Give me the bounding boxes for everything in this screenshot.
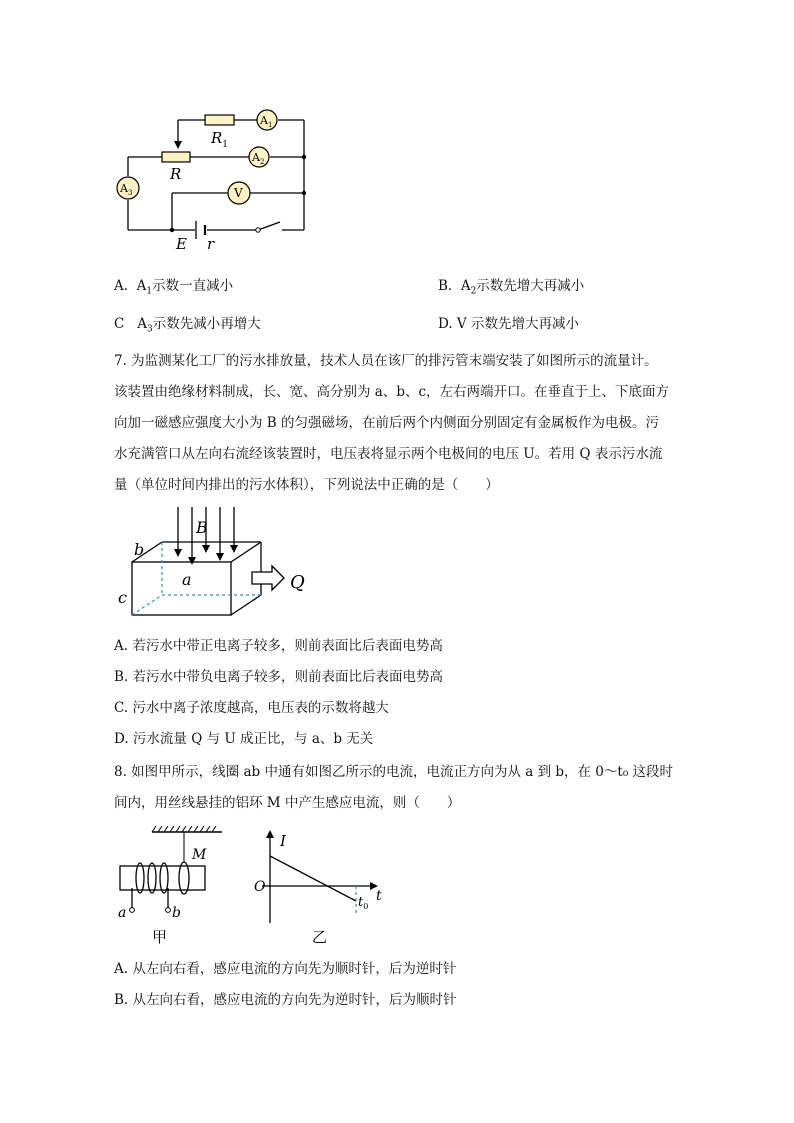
a2-label: A <box>252 151 260 164</box>
internal-r-label: r <box>207 235 215 253</box>
flow-q-label: Q <box>290 572 305 593</box>
terminal-a-label: a <box>118 905 127 921</box>
q6-option-b: B. $A_2$示数先增大再减小 <box>438 278 585 297</box>
t0-sub: 0 <box>363 902 369 911</box>
q8-stem <box>114 757 694 819</box>
q7-option-a: A. 若污水中带正电离子较多，则前表面比后表面电势高 <box>114 638 443 654</box>
q7-stem <box>114 346 694 501</box>
q7-option-c: C. 污水中离子浓度越高，电压表的示数将越大 <box>114 700 389 716</box>
r-label: R <box>170 165 182 183</box>
a1-label: A <box>260 114 268 127</box>
origin-o-label: O <box>254 879 266 895</box>
q7-line-2: 该装置由绝缘材料制成，长、宽、高分别为 a、b、c，左右两端开口。在垂直于上、下底面方 <box>114 384 670 400</box>
current-time-graph <box>250 828 390 948</box>
axis-t-label: t <box>376 888 382 904</box>
flow-meter-diagram <box>112 505 322 617</box>
q7-line-1: 7. 为监测某化工厂的污水排放量，技术人员在该厂的排污管末端安装了如图所示的流量计。 <box>114 353 658 369</box>
q7-option-b: B. 若污水中带负电离子较多，则前表面比后表面电势高 <box>114 669 444 685</box>
q8-option-b: B. 从左向右看，感应电流的方向先为逆时针，后为顺时针 <box>114 992 457 1008</box>
t0-label: t <box>358 895 364 910</box>
coil-ring-diagram <box>112 826 222 946</box>
svg-text:R1 <box>210 129 228 150</box>
svg-text:t0 <box>358 895 368 911</box>
caption-yi: 乙 <box>312 928 328 946</box>
q7-option-d: D. 污水流量 Q 与 U 成正比，与 a、b 无关 <box>114 731 374 747</box>
r1-sub: 1 <box>222 140 229 150</box>
ring-m-label: M <box>192 847 207 863</box>
q6-option-c: C $A_3$示数先减小再增大 <box>114 316 261 335</box>
r1-label: R <box>211 129 223 147</box>
voltmeter-label: V <box>234 186 243 200</box>
a3-sub: 3 <box>127 189 133 197</box>
emf-label: E <box>176 235 187 253</box>
axis-i-label: I <box>280 832 286 850</box>
q8-line-2: 间内，用丝线悬挂的铝环 M 中产生感应电流，则（ ） <box>114 795 461 811</box>
q6-option-d: D. V 示数先增大再减小 <box>438 316 579 332</box>
q8-option-a: A. 从左向右看，感应电流的方向先为顺时针，后为逆时针 <box>114 961 457 977</box>
field-b-label: B <box>196 518 208 537</box>
length-a-label: a <box>182 570 192 589</box>
caption-jia: 甲 <box>152 928 168 946</box>
q7-line-3: 向加一磁感应强度大小为 B 的匀强磁场，在前后两个内侧面分别固定有金属板作为电极。污 <box>114 415 660 431</box>
height-c-label: c <box>118 588 127 607</box>
a3-label: A <box>120 182 128 195</box>
q6-option-a: A. $A_1$示数一直减小 <box>114 278 234 297</box>
terminal-b-label: b <box>172 905 181 921</box>
a2-sub: 2 <box>259 158 265 166</box>
q7-line-4: 水充满管口从左向右流经该装置时，电压表将显示两个电极间的电压 U。若用 Q 表示污水流 <box>114 446 663 462</box>
q7-line-5: 量（单位时间内排出的污水体积），下列说法中正确的是（ ） <box>114 477 499 493</box>
width-b-label: b <box>134 540 145 559</box>
circuit-diagram <box>110 100 320 255</box>
q8-line-1: 8. 如图甲所示，线圈 ab 中通有如图乙所示的电流，电流正方向为从 a 到 b，在 0～t₀ 这段时 <box>114 764 674 780</box>
a1-sub: 1 <box>267 121 273 129</box>
